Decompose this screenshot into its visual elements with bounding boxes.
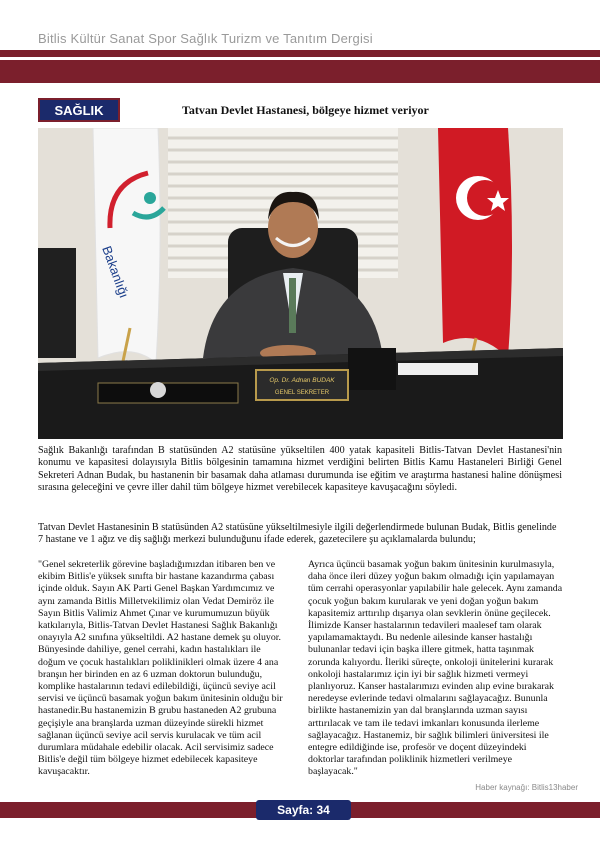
article-column-right: Ayrıca üçüncü basamak yoğun bakım ünitesinin kurulmasıyla, daha önce ileri düzey yoğun bakım olmadığı için yapılamayan tüm cerrahi operasyonlar yapılabilir hale gelecek. Aynı zamanda çocuk yoğun bakım kurularak ve yeni doğan yoğun bakım kapasitemiz arttırılıp dışarıya olan sevklerin önüne geçilecek. İlimizde Kanser hastalarının tedavileri maalesef tam olarak yapılamamaktaydı. Bu nedenle ailesinde kanser hastalığı bulunanlar tedavi için başka illere gitmek, hatta taşınmak zorunda kalıyordu. İleriki süreçte, onkoloji ünitelerini kurarak onkoloji hastalarımız için iyi bir sağlık hizmeti vermeyi planlıyoruz. Kanser hastalarımızı evinden alıp evine bırakarak neredeyse evlerinde tedavi olmalarını sağlayacağız. Bununla birlikte hastanemizin yan dal branşlarında uzman sayısı arttırılacak ve tam ile tedavi imkanları konusunda ilerleme sağlayacağız. Hastanemiz, bir sağlık bilimleri üniversitesi ile entegre edildiğinde ise, profesör ve doçent düzeyindeki doktorlar tarafından poliklinik hizmetleri verilmeye başlayacak." <box>308 559 563 778</box>
header-band <box>0 50 600 83</box>
section-tag <box>38 98 120 122</box>
news-source: Haber kaynağı: Bitlis13haber <box>475 783 578 792</box>
article-photo <box>38 128 563 439</box>
magazine-title: Bitlis Kültür Sanat Spor Sağlık Turizm ve Tanıtım Dergisi <box>38 31 373 46</box>
page-number-badge <box>256 800 351 820</box>
section-label: SAĞLIK <box>54 102 104 118</box>
article-column-left: "Genel sekreterlik görevine başladığımızdan itibaren ben ve ekibim Bitlis'e yüksek sınıfta bir hastane kazandırma çabası içinde olduk. Sayın AK Parti Genel Başkan Yardımcımız ve aynı zamanda Bitlis Milletvekilimiz olan Vedat Demiröz ile Sayın Bitlis Valimiz Ahmet Çınar ve kurumumuzun büyük katkılarıyla, Bitlis-Tatvan Devlet Hastanesi Sağlık Bakanlığı onayıyla A2 sınıfına yükseltildi. A2 hastane demek şu oluyor. Bünyesinde dahiliye, genel cerrahi, kadın hastalıkları ile doğum ve çocuk hastalıkları poliklinikleri olmak üzere 4 ana branşın her birinden en az 6 uzman doktorun bulunduğu, komplike hastalarının tedavi edilebildiği, üçüncü seviye acil servisi ve üçüncü basamak yoğun bakım ünitesinin olduğu bir hastanedir.Bu hastanemizin B grubu hastaneden A2 grubuna geçişiyle ana branşlarda uzman düzeyinde sürekli hizmet sağlanan üçüncü seviye acil servis kurulacak ve tüm acil durumlara müdahale edebilir olacak. Acil servisimiz sadece Bitlis'e değil tüm bölgeye hizmet edebilecek kapasiteye kavuşacaktır. <box>38 559 283 778</box>
article-headline: Tatvan Devlet Hastanesi, bölgeye hizmet veriyor <box>182 103 429 117</box>
article-intro: Sağlık Bakanlığı tarafından B statüsünden A2 statüsüne yükseltilen 400 yatak kapasiteli Bitlis-Tatvan Devlet Hastanesi'nin konumu ve kapasitesi dolayısıyla Bitlis bölgesinin tamamına hizmet verdiğini belirten Bitlis Kamu Hastaneleri Birliği Genel Sekreteri Adnan Budak, bu hastanenin bir basamak daha atlaması durumunda ise eğitim ve araştırma hastanesi haline dönüşmesi sırasına geleceğini ve çevre iller dahil tüm bölgeye hizmet verebilecek kapasiteye kavuşacağını söyledi. <box>38 445 562 494</box>
flag-text: Bakanlığı <box>99 243 132 300</box>
nameplate-name: Op. Dr. Adnan BUDAK <box>269 377 335 384</box>
nameplate-title: GENEL SEKRETER <box>274 390 330 396</box>
header-band-stripe <box>0 57 600 60</box>
page-number: Sayfa: 34 <box>277 803 330 817</box>
article-paragraph-2: Tatvan Devlet Hastanesinin B statüsünden A2 statüsüne yükseltilmesiyle ilgili değerlendirmede bulunan Budak, Bitlis genelinde 7 hastane ve 1 ağız ve diş sağlığı merkezi bulunduğunu ifade ederek, gazetecilere şu açıklamalarda bulundu; <box>38 522 557 546</box>
office-photo-illustration <box>38 128 563 439</box>
